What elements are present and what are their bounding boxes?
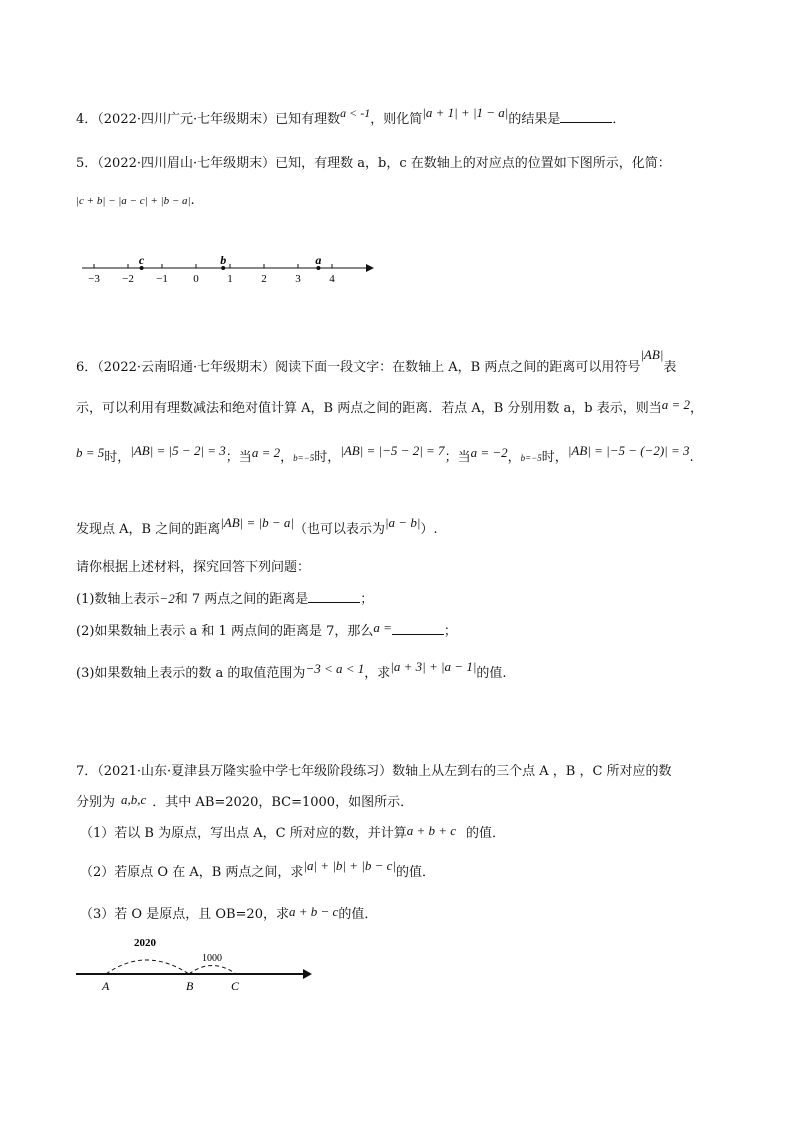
q6-text: ； <box>443 624 457 639</box>
q4-text: 的结果是 <box>508 112 561 127</box>
q5-source: （2022·四川眉山·七年级期末） <box>97 156 276 171</box>
q4-line <box>76 105 626 127</box>
q4-number: 4． <box>76 112 98 127</box>
q6-line4 <box>76 515 438 537</box>
q6-math: b = 5 <box>76 445 105 460</box>
q7-text: 的值． <box>466 826 506 841</box>
q6-part3 <box>76 659 507 681</box>
q6-text: ；当 <box>225 450 252 465</box>
q6-text: 的值. <box>476 666 507 681</box>
answer-blank[interactable] <box>392 624 444 635</box>
q7-text: （2）若原点 O 在 A，B 两点之间，求 <box>80 865 304 880</box>
q6-source: （2022·云南昭通·七年级期末） <box>97 360 276 375</box>
q7-line2 <box>76 791 413 810</box>
q7-math: a + b + c <box>406 823 457 838</box>
q6-math: b=−5 <box>293 453 315 463</box>
q6-text: ， <box>280 450 294 465</box>
q4-text: ，则化简 <box>370 112 423 127</box>
q6-text: 时， <box>314 450 341 465</box>
q7-math: |a| + |b| + |b − c| <box>303 858 396 873</box>
q7-figure <box>76 930 326 996</box>
q7-line1 <box>76 760 672 779</box>
q4-text: ． <box>612 112 626 127</box>
q4-text: 已知有理数 <box>275 112 341 127</box>
q7-math: a + b − c <box>288 904 339 919</box>
tick-label: 2 <box>261 273 267 285</box>
q7-part1 <box>80 822 505 841</box>
q5-text: 已知，有理数 a，b，c 在数轴上的对应点的位置如下图所示，化简： <box>275 156 671 171</box>
q6-math: |a − b| <box>384 515 421 530</box>
tick-label: 0 <box>193 273 199 285</box>
q6-text: 阅读下面一段文字：在数轴上 A，B 两点之间的距离可以用符号 <box>275 360 641 375</box>
q6-math: a = <box>373 620 392 635</box>
q6-math: a = 2 <box>661 397 691 412</box>
q6-math: −2 <box>159 591 175 606</box>
point-b-label: b <box>220 253 227 267</box>
q6-text: 和 7 两点之间的距离是 <box>174 592 309 607</box>
q5-line <box>76 152 671 171</box>
q7-text: ．其中 AB=2020，BC=1000，如图所示． <box>152 795 414 810</box>
q7-number: 7． <box>76 764 98 779</box>
q6-text: 时， <box>541 450 568 465</box>
q6-text: ，求 <box>364 666 391 681</box>
q5-number-line <box>76 250 376 290</box>
q5-number: 5． <box>76 156 98 171</box>
q7-text: 分别为 <box>76 795 116 810</box>
point-b-label: B <box>186 979 194 993</box>
q6-text: . <box>689 450 694 465</box>
q6-text: ， <box>507 450 521 465</box>
tick-label: −3 <box>88 273 100 285</box>
q4-source: （2022·四川广元·七年级期末） <box>97 112 276 127</box>
q6-text: 发现点 A，B 之间的距离 <box>76 522 221 537</box>
q7-text: 的值． <box>338 907 378 922</box>
q6-line3 <box>76 443 694 465</box>
q6-text: ； <box>360 592 374 607</box>
answer-blank[interactable] <box>560 112 612 123</box>
axis-arrow <box>303 969 312 979</box>
q7-text: （3）若 O 是原点，且 OB=20，求 <box>80 907 289 922</box>
point-c-label: c <box>138 253 145 267</box>
q6-symbol: |AB| <box>640 347 664 362</box>
q7-text: 数轴上从左到右的三个点 A ，B ，C 所对应的数 <box>392 764 672 779</box>
q6-line1 <box>76 347 677 375</box>
q6-text: 示，可以利用有理数减法和绝对值计算 A，B 两点之间的距离．若点 A，B 分别用数 a，b 表示，则当 <box>76 401 662 416</box>
axis-arrow <box>366 264 374 272</box>
q6-text: ， <box>690 401 704 416</box>
ab-distance-label: 2020 <box>134 937 156 949</box>
q7-part3 <box>80 903 377 922</box>
bc-distance-label: 1000 <box>202 953 222 964</box>
q6-number: 6． <box>76 360 98 375</box>
q5-text: . <box>190 193 195 208</box>
ab-arc <box>106 960 189 974</box>
q6-math: −3 < a < 1 <box>305 661 365 676</box>
tick-label: 3 <box>295 273 301 285</box>
tick-label: 4 <box>329 273 335 285</box>
q7-part2 <box>80 858 435 880</box>
q6-text: 表 <box>663 360 677 375</box>
q4-condition: a < -1 <box>340 106 371 120</box>
q6-part1 <box>76 588 373 607</box>
q6-math: a = −2 <box>470 445 508 460</box>
tick-label: 1 <box>227 273 233 285</box>
q6-text: 时， <box>104 450 131 465</box>
q6-math: |a + 3| + |a − 1| <box>390 659 477 674</box>
tick-label: −1 <box>156 273 168 285</box>
q6-part2 <box>76 620 457 639</box>
q6-text: （也可以表示为 <box>293 522 385 537</box>
point-a-label: a <box>315 253 322 267</box>
bc-arc <box>189 966 236 975</box>
q6-math: |AB| = |b − a| <box>220 515 294 530</box>
q5-expression-line <box>76 193 195 208</box>
q6-text: (3)如果数轴上表示的数 a 的取值范围为 <box>76 666 306 681</box>
q6-text: ；当 <box>444 450 471 465</box>
q6-text: ）. <box>420 522 438 537</box>
q5-expression: |c + b| − |a − c| + |b − a| <box>76 195 191 207</box>
q4-expression: |a + 1| + |1 − a| <box>422 105 509 120</box>
tick-label: −2 <box>122 273 134 285</box>
q6-math: |AB| = |5 − 2| = 3 <box>130 443 226 458</box>
q6-math: b=−5 <box>520 453 542 463</box>
q6-math: a = 2 <box>251 445 281 460</box>
q7-text: 的值． <box>395 865 435 880</box>
q6-math: |AB| = |−5 − 2| = 7 <box>340 443 445 458</box>
q7-math: a,b,c <box>121 792 147 807</box>
q7-text: （1）若以 B 为原点，写出点 A，C 所对应的数，并计算 <box>80 826 407 841</box>
q6-text: (2)如果数轴上表示 a 和 1 两点间的距离是 7，那么 <box>76 624 374 639</box>
q6-math: |AB| = |−5 − (−2)| = 3 <box>567 443 690 458</box>
q6-line2 <box>76 397 703 416</box>
point-c-label: C <box>231 979 240 993</box>
point-a-label: A <box>102 979 110 993</box>
q7-source: （2021·山东·夏津县万隆实验中学七年级阶段练习） <box>97 764 393 779</box>
q6-intro: 请你根据上述材料，探究回答下列问题： <box>76 560 311 575</box>
answer-blank[interactable] <box>308 592 360 603</box>
q6-text: (1)数轴上表示 <box>76 592 160 607</box>
